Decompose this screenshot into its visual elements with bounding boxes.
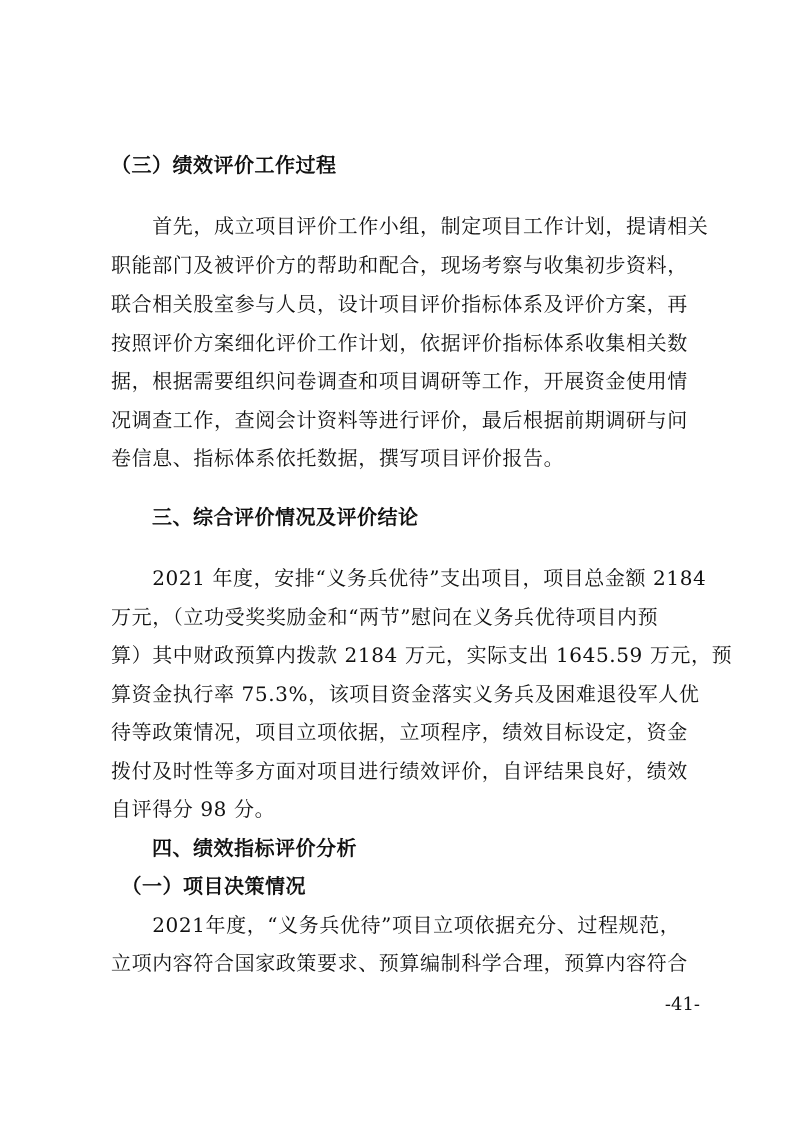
section-heading-performance-process: （三）绩效评价工作过程	[111, 153, 337, 177]
paragraph-line: 职能部门及被评价方的帮助和配合，现场考察与收集初步资料，	[111, 253, 688, 277]
paragraph-line: 拨付及时性等多方面对项目进行绩效评价，自评结果良好，绩效	[111, 759, 688, 783]
paragraph-line: 卷信息、指标体系依托数据，撰写项目评价报告。	[111, 446, 565, 470]
subsection-heading-project-decision: （一）项目决策情况	[111, 874, 306, 898]
paragraph-line: 按照评价方案细化评价工作计划，依据评价指标体系收集相关数	[111, 331, 688, 355]
paragraph-line: 待等政策情况，项目立项依据，立项程序，绩效目标设定，资金	[111, 720, 688, 744]
paragraph-line: 自评得分 98 分。	[111, 797, 276, 821]
paragraph-line: 算）其中财政预算内拨款 2184 万元，实际支出 1645.59 万元，预	[111, 643, 733, 667]
paragraph-line: 万元，（立功受奖奖励金和“两节”慰问在义务兵优待项目内预	[111, 605, 659, 629]
page-number: -41-	[664, 994, 700, 1015]
paragraph-line: 2021 年度，安排“义务兵优待”支出项目，项目总金额 2184	[111, 566, 707, 590]
paragraph-line: 况调查工作，查阅会计资料等进行评价，最后根据前期调研与问	[111, 408, 688, 432]
paragraph-line: 算资金执行率 75.3%，该项目资金落实义务兵及困难退役军人优	[111, 682, 700, 706]
section-heading-overall-evaluation: 三、综合评价情况及评价结论	[111, 505, 419, 529]
paragraph-line: 首先，成立项目评价工作小组，制定项目工作计划，提请相关	[111, 214, 709, 238]
paragraph-line: 2021年度，“义务兵优待”项目立项依据充分、过程规范，	[111, 913, 681, 937]
paragraph-line: 联合相关股室参与人员，设计项目评价指标体系及评价方案，再	[111, 292, 688, 316]
paragraph-line: 据，根据需要组织问卷调查和项目调研等工作，开展资金使用情	[111, 369, 688, 393]
paragraph-line: 立项内容符合国家政策要求、预算编制科学合理，预算内容符合	[111, 951, 688, 975]
section-heading-indicator-analysis: 四、绩效指标评价分析	[111, 836, 357, 860]
